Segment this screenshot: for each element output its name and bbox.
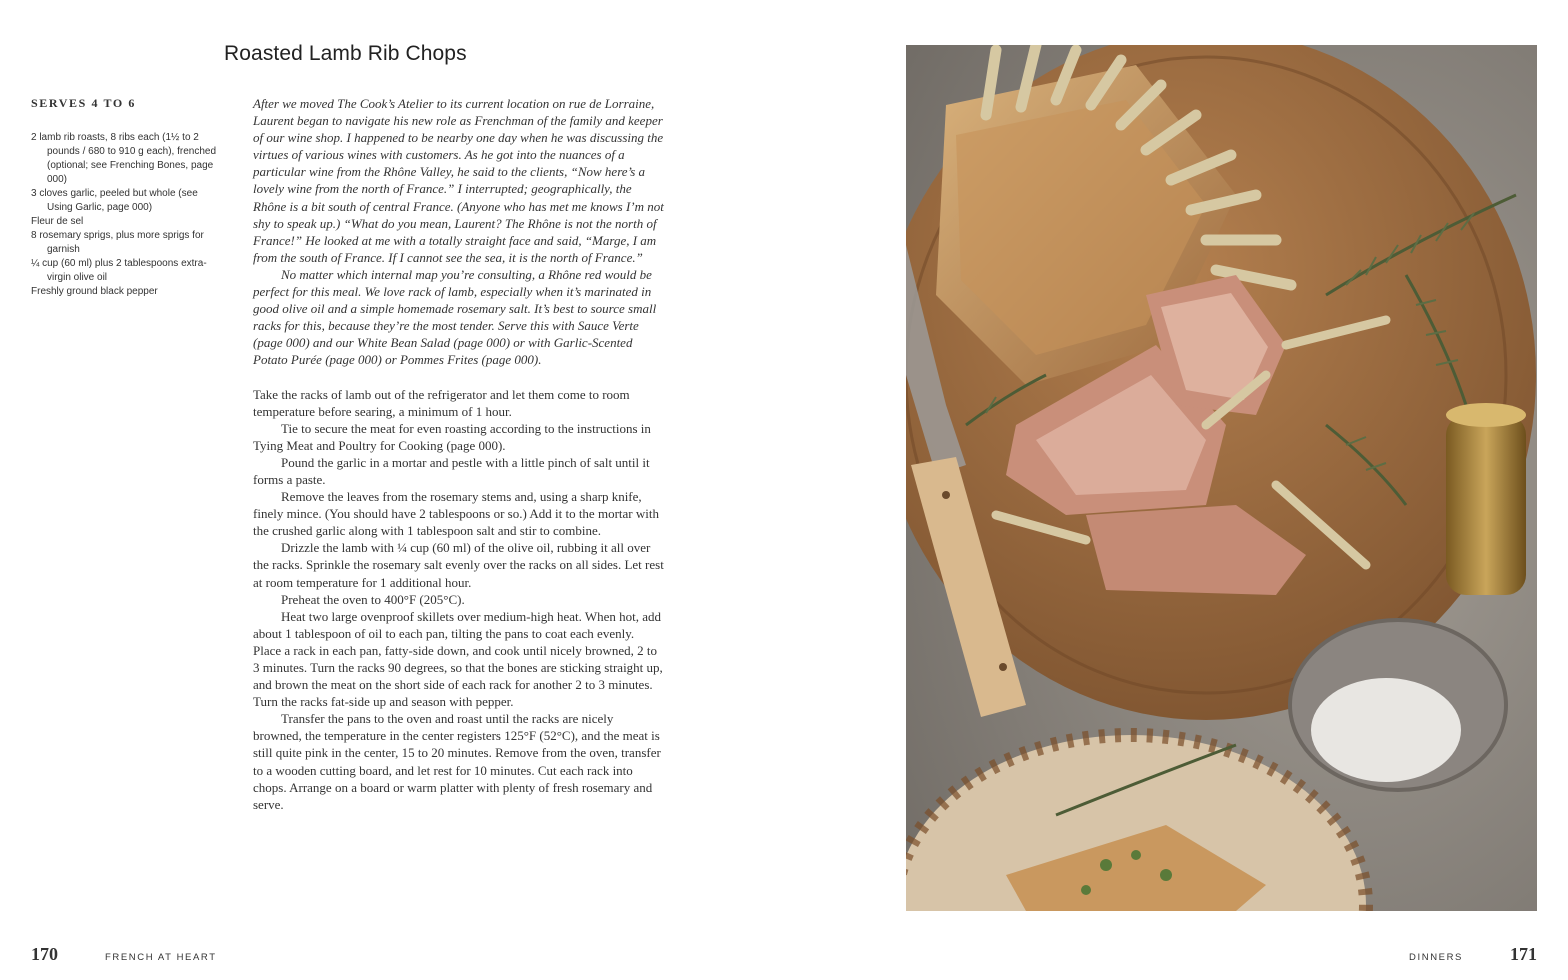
method-step: Preheat the oven to 400°F (205°C). [281, 591, 465, 607]
page-number-left: 170 [31, 944, 58, 964]
lamb-photo [906, 45, 1537, 911]
ingredient-item: Freshly ground black pepper [31, 286, 158, 297]
serves-heading: SERVES 4 TO 6 [31, 96, 136, 110]
running-head-right: DINNERS [1409, 952, 1463, 963]
method-step: Take the racks of lamb out of the refrigerator and let them come to room temperature before searing, a minimum of 1 hour. [253, 386, 630, 419]
headnote [253, 95, 665, 369]
ingredient-item: Fleur de sel [31, 216, 84, 227]
running-head-left: FRENCH AT HEART [105, 952, 217, 963]
method-step: Tie to secure the meat for even roasting according to the instructions in Tying Meat and Poultry for Cooking (page 000). [253, 420, 651, 453]
recipe-title: Roasted Lamb Rib Chops [224, 42, 467, 65]
lamb-photo-illustration [906, 45, 1537, 911]
page-number-right: 171 [1510, 944, 1537, 964]
method-step: Transfer the pans to the oven and roast until the racks are nicely browned, the temperature in the center registers 125°F (52°C), and the meat is still quite pink in the center, 15 to 20 minutes. Remove from the oven, transfer to a wooden cutting board, and let rest for 10 minutes. Cut each rack into chops. Arrange on a board or warm platter with plenty of fresh rosemary and serve. [253, 711, 661, 812]
sea-salt [1311, 678, 1461, 782]
pepper-mill [1446, 415, 1526, 595]
method-step: Drizzle the lamb with ¼ cup (60 ml) of the olive oil, rubbing it all over the racks. Sprinkle the rosemary salt evenly over the racks on all sides. Let rest at room temperature for 1 additional hour. [253, 540, 664, 590]
ingredient-item: 8 rosemary sprigs, plus more sprigs for garnish [31, 230, 204, 255]
ingredient-item: 2 lamb rib roasts, 8 ribs each (1½ to 2 pounds / 680 to 910 g each), frenched (optional; see Frenching Bones, page 000) [31, 132, 217, 185]
method-step: Remove the leaves from the rosemary stems and, using a sharp knife, finely mince. (You should have 2 tablespoons or so.) Add it to the mortar with the crushed garlic along with 1 tablespoon salt and stir to combine. [253, 489, 659, 539]
ingredient-list [31, 131, 221, 299]
method-step: Pound the garlic in a mortar and pestle with a little pinch of salt until it forms a paste. [253, 454, 650, 487]
method-step: Heat two large ovenproof skillets over medium-high heat. When hot, add about 1 tablespoon of oil to each pan, tilting the pans to coat each evenly. Place a rack in each pan, fatty-side down, and cook until nicely browned, 2 to 3 minutes. Turn the racks 90 degrees, so that the bones are sticking straight up, and brown the meat on the short side of each rack for another 2 to 3 minutes. Turn the racks fat-side up and season with pepper. [253, 608, 663, 710]
headnote-paragraph: No matter which internal map you’re consulting, a Rhône red would be perfect for this meal. We love rack of lamb, especially when it’s marinated in good olive oil and a simple homemade rosemary salt. It’s best to source small racks for this, because they’re the most tender. Serve this with Sauce Verte (page 000) and our White Bean Salad (page 000) or with Garlic-Scented Potato Purée (page 000) or Pommes Frites (page 000). [253, 266, 657, 368]
headnote-paragraph: After we moved The Cook’s Atelier to its current location on rue de Lorraine, Laurent began to navigate his new role as Frenchman of the family and keeper of our wine shop. I happened to be nearby one day when he was discussing the virtues of various wines with customers. As he got into the nuances of a particular wine from the Rhône Valley, he said to the clients, “Now here’s a lovely wine from the north of France.” I interrupted; geographically, the Rhône is a bit south of central France. (Anyone who has met me knows I’m not shy to speak up.) “What do you mean, Laurent? The Rhône is not the north of France!” He looked at me with a totally straight face and said, “Marge, I am from the south of France. If I cannot see the sea, it is the north of France.” [253, 96, 664, 265]
ingredient-item: 3 cloves garlic, peeled but whole (see Using Garlic, page 000) [31, 188, 198, 213]
body-column [253, 95, 665, 813]
method [253, 386, 665, 813]
ingredient-item: ¼ cup (60 ml) plus 2 tablespoons extra-virgin olive oil [31, 258, 207, 283]
